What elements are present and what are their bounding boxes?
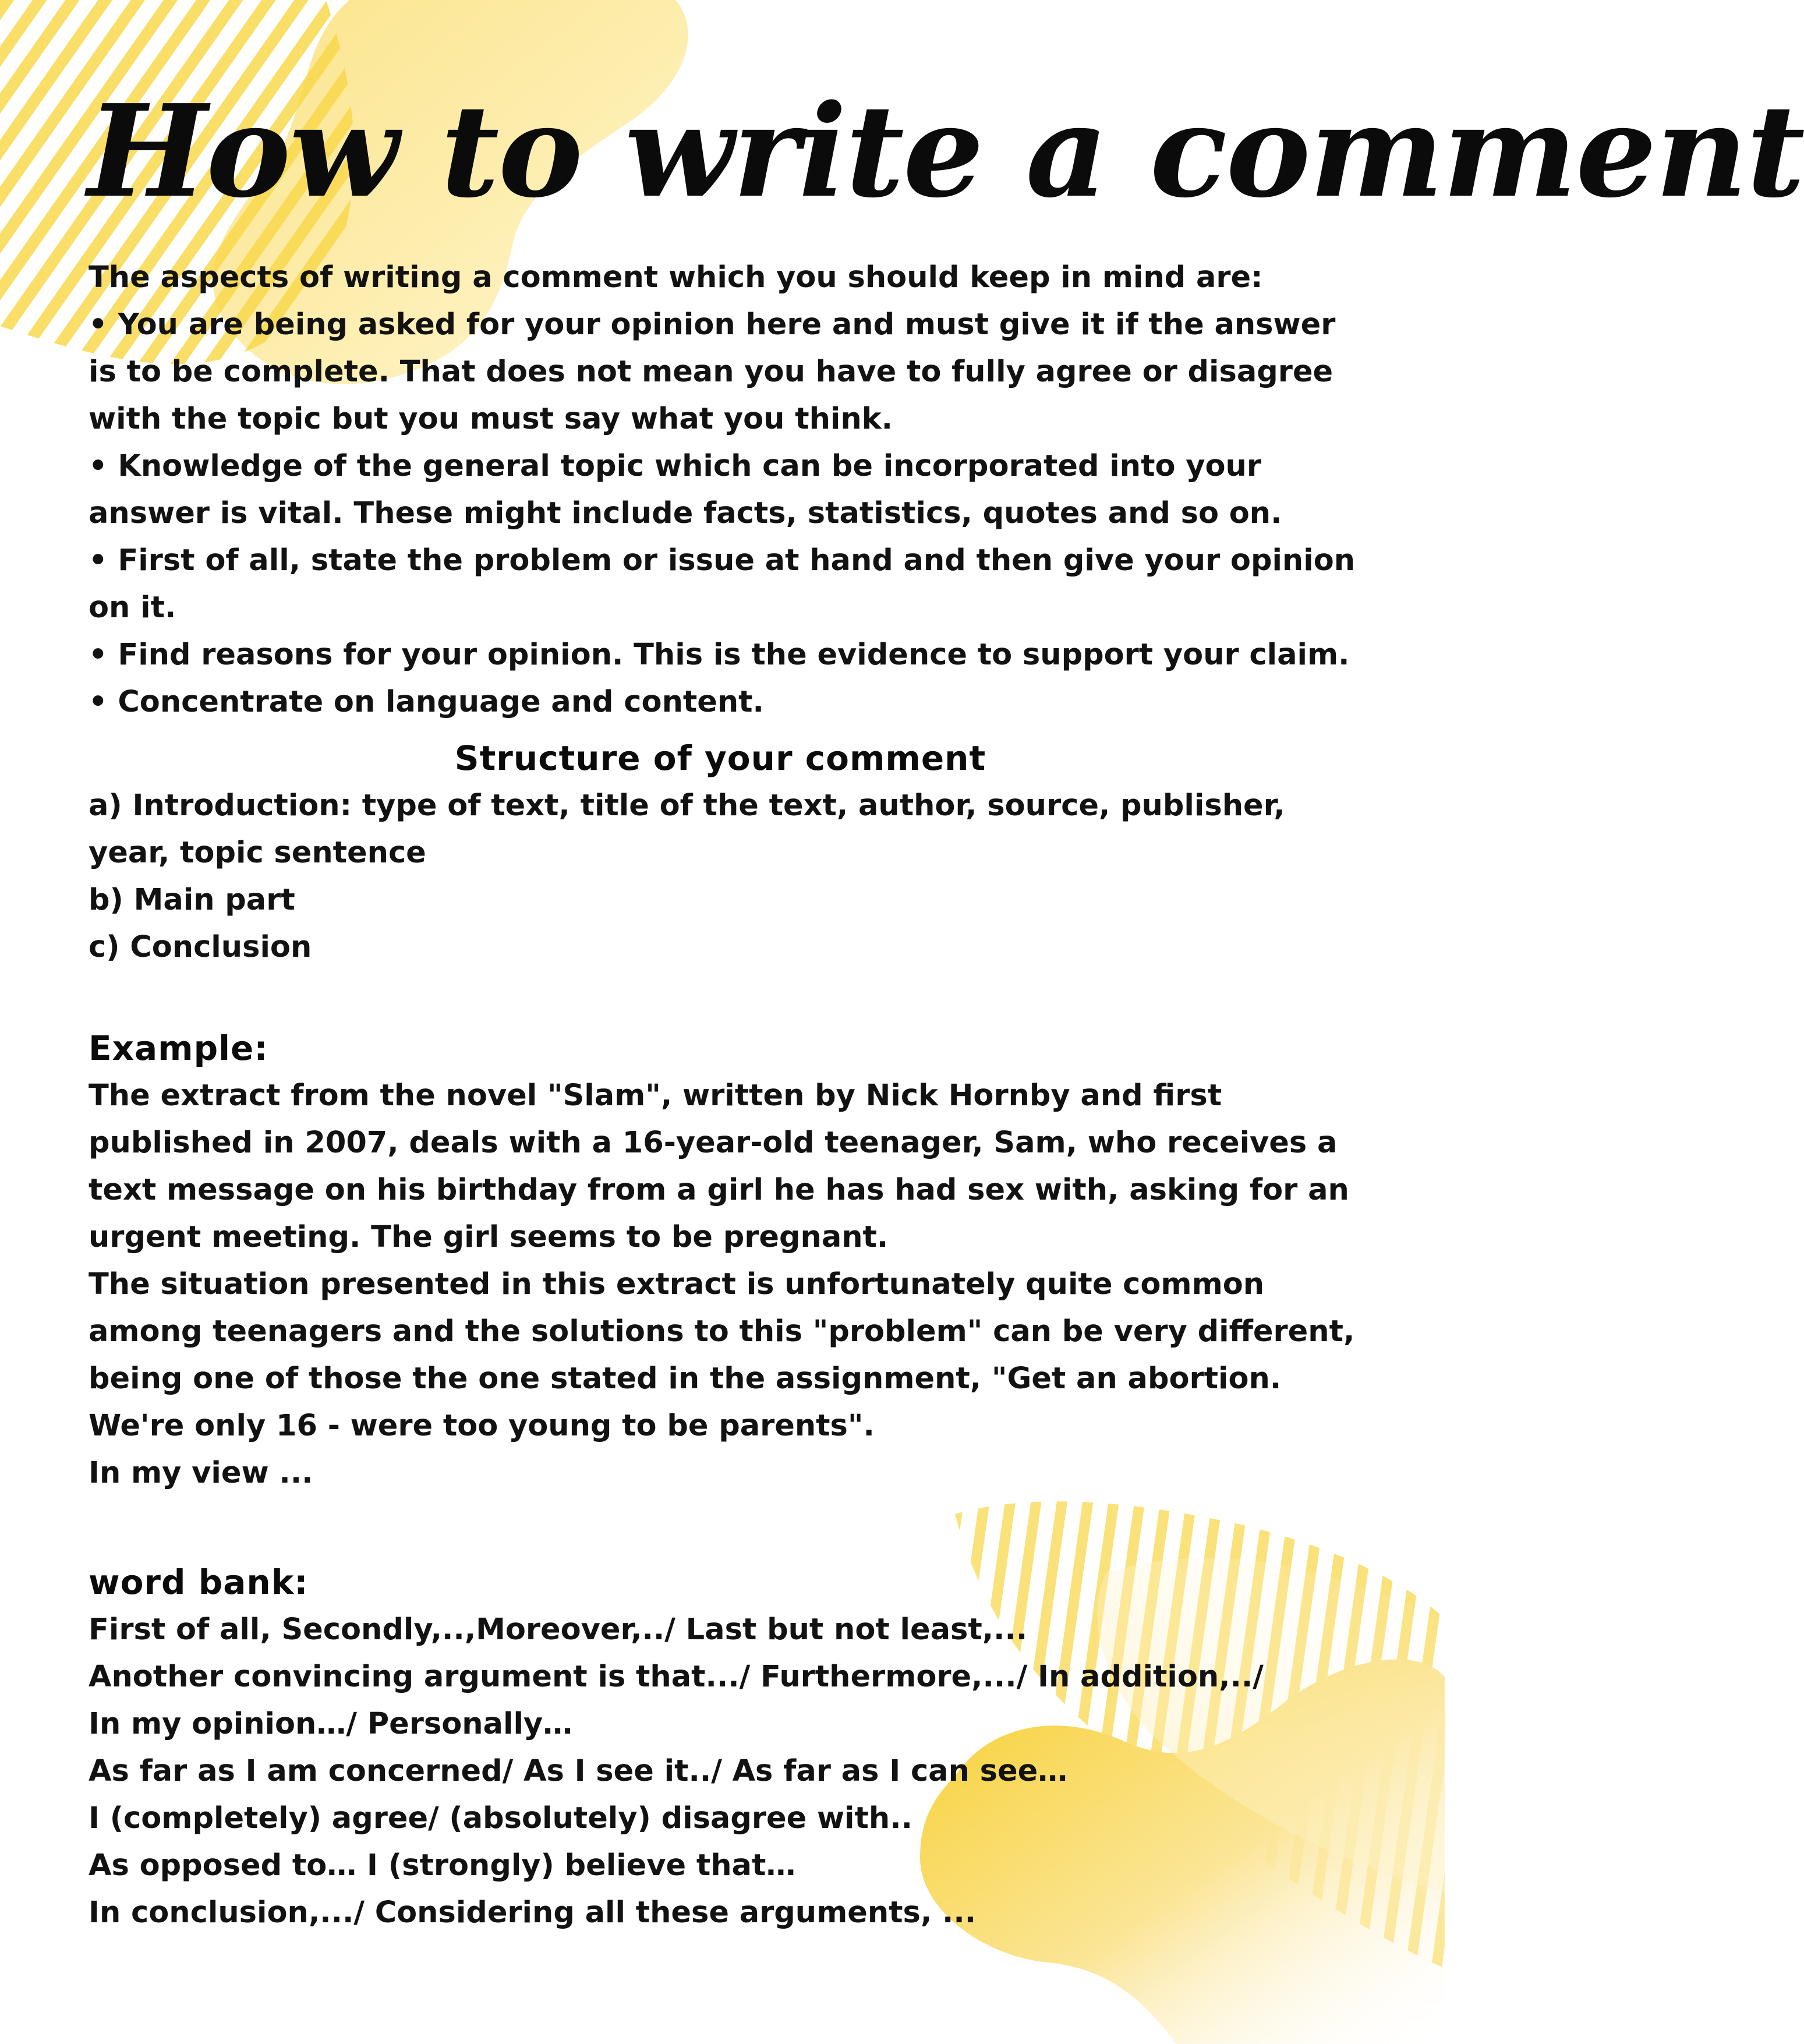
example-paragraph: The situation presented in this extract is unfortunately quite common among teenagers and the solutions to this "problem" can be very different, being one of those the one stated in the assignment, "Get an abortion. We're only 16 - were too young to be parents". <box>89 1267 1355 1443</box>
word-bank-heading: word bank: <box>89 1562 309 1602</box>
intro-bullet-knowledge: • Knowledge of the general topic which can be incorporated into your answer is vital. These might include facts, statistics, quotes and so on. <box>89 449 1282 531</box>
word-bank-line: In my opinion…/ Personally… <box>89 1707 573 1741</box>
word-bank-line: I (completely) agree/ (absolutely) disagree with.. <box>89 1801 912 1836</box>
structure-item-conclusion: c) Conclusion <box>89 930 312 964</box>
example-section <box>89 1072 1370 1497</box>
word-bank-line: In conclusion,.../ Considering all these arguments, ... <box>89 1896 977 1930</box>
structure-list <box>89 782 1370 971</box>
word-bank-line: Another convincing argument is that.../ Furthermore,.../ In addition,../ <box>89 1660 1264 1694</box>
word-bank-line: As opposed to… I (strongly) believe that… <box>89 1848 796 1883</box>
intro-bullet-opinion: • You are being asked for your opinion here and must give it if the answer is to be complete. That does not mean you have to fully agree or disagree with the topic but you must say what you think. <box>89 307 1336 436</box>
page-title: How to write a comment <box>87 77 1804 226</box>
example-paragraph: The extract from the novel "Slam", written by Nick Hornby and first published in 2007, deals with a 16-year-old teenager, Sam, who receives a text message on his birthday from a girl he has had sex with, asking for an urgent meeting. The girl seems to be pregnant. <box>89 1078 1349 1254</box>
intro-bullet-language: • Concentrate on language and content. <box>89 685 764 719</box>
example-heading: Example: <box>89 1028 268 1068</box>
word-bank-line: First of all, Secondly,..,Moreover,../ Last but not least,... <box>89 1612 1028 1647</box>
word-bank-line: As far as I am concerned/ As I see it../ As far as I can see… <box>89 1754 1068 1788</box>
structure-item-main-part: b) Main part <box>89 883 295 917</box>
intro-section <box>89 254 1370 726</box>
structure-item-introduction: a) Introduction: type of text, title of the text, author, source, publisher, year, topic sentence <box>89 788 1285 870</box>
intro-lead: The aspects of writing a comment which you should keep in mind are: <box>89 260 1263 295</box>
intro-bullet-state-problem: • First of all, state the problem or issue at hand and then give your opinion on it. <box>89 543 1356 625</box>
example-paragraph: In my view ... <box>89 1456 313 1490</box>
intro-bullet-reasons: • Find reasons for your opinion. This is the evidence to support your claim. <box>89 638 1350 672</box>
word-bank-list <box>89 1606 1370 1936</box>
structure-heading: Structure of your comment <box>454 738 986 778</box>
